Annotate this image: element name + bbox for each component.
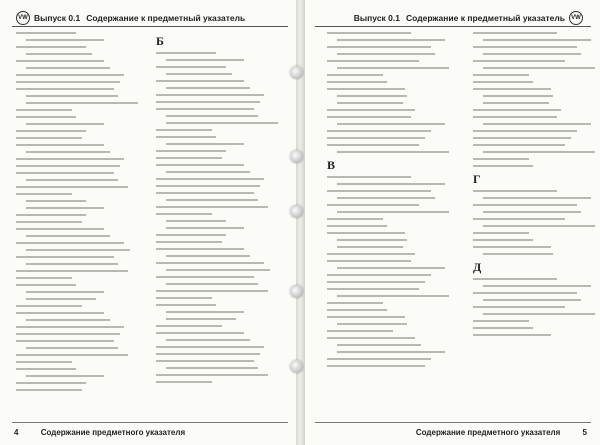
- index-entry: [483, 197, 591, 199]
- index-entry: [166, 339, 250, 341]
- index-entry: [16, 88, 114, 90]
- index-entry: [156, 108, 254, 110]
- vw-logo-icon: VW: [16, 11, 30, 25]
- index-entry: [156, 353, 260, 355]
- right-page: [304, 0, 600, 445]
- index-entry: [327, 109, 415, 111]
- index-entry: [327, 32, 411, 34]
- left-footer-rule: [12, 422, 288, 423]
- index-entry: [26, 53, 92, 55]
- index-entry: [473, 306, 565, 308]
- index-entry: [337, 211, 449, 213]
- left-header-title: Содержание к предметный указатель: [86, 13, 246, 23]
- index-entry: [156, 248, 244, 250]
- left-page-number: 4: [14, 428, 19, 437]
- index-entry: [473, 165, 533, 167]
- index-entry: [16, 333, 120, 335]
- index-entry: [166, 318, 236, 320]
- right-footer-title: Содержание предметного указателя: [415, 428, 561, 437]
- right-footer: [416, 428, 587, 437]
- index-entry: [473, 292, 577, 294]
- index-entry: [327, 260, 411, 262]
- index-entry: [327, 316, 405, 318]
- index-entry: [16, 354, 128, 356]
- index-entry: [26, 263, 118, 265]
- index-entry: [156, 94, 264, 96]
- index-entry: [473, 109, 561, 111]
- index-entry: [16, 46, 86, 48]
- index-entry: [327, 130, 431, 132]
- left-footer: [14, 428, 185, 437]
- index-entry: [337, 67, 449, 69]
- index-entry: [156, 52, 216, 54]
- index-entry: [166, 171, 250, 173]
- index-entry: [327, 358, 431, 360]
- index-entry: [473, 88, 551, 90]
- index-entry: [16, 270, 128, 272]
- right-index-column-2: [473, 32, 591, 341]
- index-entry: [473, 144, 565, 146]
- index-entry: [337, 151, 449, 153]
- right-header-section: Выпуск 0.1: [353, 13, 400, 23]
- index-entry: [16, 242, 124, 244]
- left-header: [12, 10, 245, 26]
- index-entry: [16, 60, 104, 62]
- index-entry: [473, 278, 557, 280]
- index-entry: [166, 73, 232, 75]
- index-entry: [156, 101, 260, 103]
- binder-hole-icon: [290, 150, 303, 163]
- index-entry: [16, 165, 120, 167]
- index-entry: [473, 158, 529, 160]
- right-header-rule: [315, 26, 591, 27]
- index-entry: [327, 190, 431, 192]
- index-entry: [156, 206, 268, 208]
- index-entry: [166, 255, 250, 257]
- index-entry: [166, 220, 226, 222]
- index-entry: [327, 302, 383, 304]
- index-entry: [483, 53, 581, 55]
- index-entry: [26, 298, 96, 300]
- index-entry: [16, 81, 120, 83]
- index-entry: [26, 347, 118, 349]
- index-entry: [16, 389, 82, 391]
- index-entry: [156, 241, 222, 243]
- index-entry: [156, 157, 222, 159]
- index-entry: [166, 115, 258, 117]
- index-entry: [166, 59, 244, 61]
- index-entry: [156, 276, 254, 278]
- index-entry: [483, 285, 591, 287]
- right-footer-rule: [315, 422, 591, 423]
- section-letter-g: Г: [473, 172, 481, 186]
- right-page-number: 5: [582, 428, 587, 437]
- index-entry: [26, 123, 104, 125]
- index-entry: [26, 291, 104, 293]
- index-entry: [483, 151, 595, 153]
- index-entry: [337, 351, 445, 353]
- index-entry: [16, 116, 76, 118]
- index-entry: [473, 218, 565, 220]
- index-entry: [483, 67, 595, 69]
- index-entry: [156, 234, 226, 236]
- binder-hole-icon: [290, 285, 303, 298]
- index-entry: [166, 311, 244, 313]
- index-entry: [156, 178, 264, 180]
- index-entry: [156, 192, 254, 194]
- index-entry: [26, 95, 118, 97]
- index-entry: [327, 225, 387, 227]
- index-entry: [16, 326, 124, 328]
- index-entry: [473, 246, 551, 248]
- binder-hole-icon: [290, 360, 303, 373]
- index-entry: [16, 312, 104, 314]
- index-entry: [473, 204, 577, 206]
- index-entry: [156, 80, 244, 82]
- index-entry: [483, 313, 595, 315]
- index-entry: [166, 283, 258, 285]
- index-entry: [26, 67, 110, 69]
- index-entry: [16, 130, 86, 132]
- index-entry: [16, 382, 86, 384]
- index-entry: [473, 130, 577, 132]
- index-entry: [337, 123, 445, 125]
- index-entry: [156, 381, 212, 383]
- left-header-section: Выпуск 0.1: [34, 13, 81, 23]
- index-entry: [327, 330, 393, 332]
- index-entry: [483, 253, 553, 255]
- index-entry: [16, 137, 82, 139]
- index-entry: [473, 46, 577, 48]
- index-entry: [327, 232, 405, 234]
- index-entry: [473, 116, 557, 118]
- index-entry: [166, 367, 258, 369]
- index-entry: [16, 368, 76, 370]
- index-entry: [327, 137, 425, 139]
- index-entry: [16, 214, 86, 216]
- right-index-column-1: [327, 32, 445, 372]
- index-entry: [26, 102, 138, 104]
- index-entry: [327, 176, 411, 178]
- index-entry: [16, 109, 72, 111]
- index-entry: [156, 213, 212, 215]
- index-entry: [327, 88, 405, 90]
- index-entry: [337, 197, 435, 199]
- index-entry: [16, 277, 72, 279]
- index-entry: [483, 211, 581, 213]
- index-entry: [156, 66, 226, 68]
- index-entry: [337, 53, 435, 55]
- index-entry: [156, 164, 244, 166]
- index-entry: [26, 151, 110, 153]
- index-entry: [156, 129, 212, 131]
- index-entry: [26, 235, 110, 237]
- index-entry: [16, 284, 76, 286]
- index-entry: [16, 74, 124, 76]
- index-entry: [156, 136, 216, 138]
- index-entry: [483, 95, 553, 97]
- index-entry: [327, 365, 425, 367]
- right-header: [354, 10, 587, 26]
- index-entry: [473, 232, 529, 234]
- index-entry: [473, 320, 529, 322]
- index-entry: [483, 39, 591, 41]
- index-entry: [327, 46, 431, 48]
- index-entry: [337, 267, 445, 269]
- index-entry: [327, 288, 419, 290]
- left-index-column-1: [16, 32, 134, 396]
- index-entry: [337, 239, 407, 241]
- index-entry: [327, 116, 411, 118]
- index-entry: [337, 39, 445, 41]
- index-entry: [16, 32, 76, 34]
- index-entry: [16, 144, 104, 146]
- left-page: [0, 0, 297, 445]
- index-entry: [26, 375, 104, 377]
- index-entry: [483, 102, 549, 104]
- left-footer-title: Содержание предметного указателя: [40, 428, 186, 437]
- index-entry: [337, 183, 445, 185]
- index-entry: [26, 249, 130, 251]
- index-entry: [473, 74, 529, 76]
- index-entry: [26, 207, 104, 209]
- index-entry: [166, 227, 244, 229]
- index-entry: [337, 102, 403, 104]
- index-entry: [337, 323, 407, 325]
- index-entry: [327, 74, 383, 76]
- index-entry: [327, 204, 419, 206]
- index-entry: [473, 81, 533, 83]
- index-entry: [166, 87, 250, 89]
- index-entry: [327, 309, 387, 311]
- right-header-title: Содержание к предметный указатель: [405, 13, 565, 23]
- index-entry: [327, 60, 419, 62]
- left-index-column-2: [156, 32, 274, 388]
- index-entry: [473, 137, 571, 139]
- index-entry: [16, 172, 114, 174]
- index-entry: [327, 281, 425, 283]
- index-entry: [327, 144, 419, 146]
- left-header-rule: [12, 26, 288, 27]
- index-entry: [16, 340, 114, 342]
- index-entry: [483, 299, 581, 301]
- index-entry: [327, 81, 387, 83]
- section-letter-v: В: [327, 158, 336, 172]
- index-entry: [483, 225, 595, 227]
- index-entry: [156, 262, 264, 264]
- index-entry: [327, 218, 383, 220]
- index-entry: [166, 269, 270, 271]
- index-entry: [16, 305, 82, 307]
- index-entry: [483, 123, 591, 125]
- index-entry: [473, 60, 565, 62]
- index-entry: [473, 190, 557, 192]
- index-entry: [473, 239, 533, 241]
- index-entry: [337, 95, 407, 97]
- index-entry: [156, 185, 260, 187]
- index-entry: [156, 297, 212, 299]
- index-entry: [16, 221, 82, 223]
- index-entry: [156, 374, 268, 376]
- index-entry: [26, 39, 104, 41]
- section-letter-b: Б: [156, 34, 164, 48]
- index-entry: [16, 158, 124, 160]
- index-entry: [16, 186, 128, 188]
- index-entry: [26, 179, 118, 181]
- index-entry: [166, 122, 278, 124]
- index-entry: [327, 274, 431, 276]
- index-entry: [473, 32, 557, 34]
- index-entry: [16, 193, 72, 195]
- index-entry: [16, 361, 72, 363]
- index-entry: [156, 360, 254, 362]
- index-entry: [26, 200, 86, 202]
- index-entry: [473, 327, 533, 329]
- index-entry: [166, 199, 258, 201]
- index-entry: [156, 332, 244, 334]
- index-entry: [16, 228, 104, 230]
- binder-hole-icon: [290, 66, 303, 79]
- index-entry: [337, 295, 449, 297]
- index-entry: [16, 256, 114, 258]
- index-entry: [156, 325, 222, 327]
- index-entry: [26, 319, 110, 321]
- index-entry: [156, 150, 226, 152]
- index-entry: [327, 253, 415, 255]
- index-entry: [327, 337, 415, 339]
- index-entry: [473, 334, 551, 336]
- index-entry: [156, 304, 216, 306]
- section-letter-d: Д: [473, 260, 482, 274]
- index-entry: [337, 246, 403, 248]
- index-entry: [337, 344, 421, 346]
- vw-logo-icon: VW: [569, 11, 583, 25]
- index-entry: [156, 290, 268, 292]
- binder-hole-icon: [290, 205, 303, 218]
- index-entry: [166, 143, 244, 145]
- index-entry: [156, 346, 264, 348]
